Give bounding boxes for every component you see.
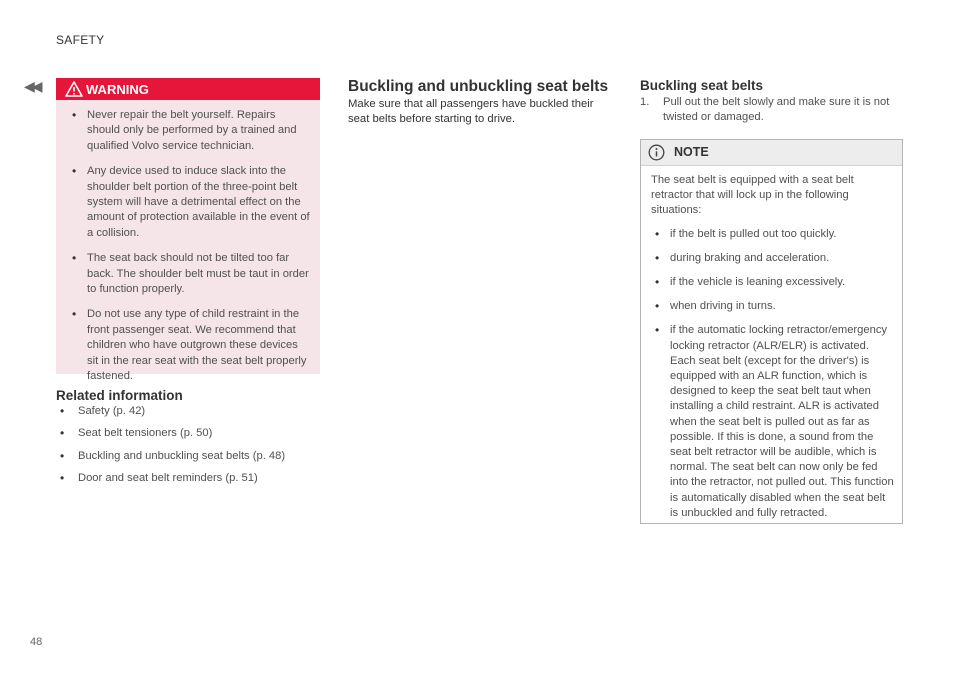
info-circle-icon xyxy=(648,144,665,161)
note-list xyxy=(641,219,902,521)
note-item: • if the vehicle is leaning excessively. xyxy=(651,275,894,290)
section-header: SAFETY xyxy=(56,33,105,47)
note-item: • during braking and acceleration. xyxy=(651,251,894,266)
warning-item: • Do not use any type of child restraint in the front passenger seat. We recommend that children who have outgrown these devices sit in the rear seat with the seat belt properly fastened. xyxy=(68,307,310,384)
step-text: Pull out the belt slowly and make sure it is not twisted or damaged. xyxy=(663,96,890,123)
related-link-safety[interactable]: • Safety (p. 42) xyxy=(56,404,320,419)
note-header xyxy=(641,140,902,166)
continued-icon: ◀◀ xyxy=(24,78,40,94)
note-box xyxy=(640,139,903,524)
note-item: • if the automatic locking retractor/emergency locking retractor (ALR/ELR) is activated. Each seat belt (except for the driver's) is equipped with an ALR function, which is designed to keep the seat belt taut when installing a child restraint. ALR is activated when the seat belt is pulled out as far as possible. If this is done, a sound from the seat belt retractor will be audible, which is normal. The seat belt can now only be fed into the retractor, not pulled out. This function is automatically disabled when the seat belt is unbuckled and fully retracted. xyxy=(651,323,894,521)
step-1 xyxy=(640,95,902,125)
intro-paragraph: Make sure that all passengers have buckled their seat belts before starting to drive. xyxy=(348,98,594,125)
related-link-tensioners[interactable]: • Seat belt tensioners (p. 50) xyxy=(56,426,320,441)
related-link-buckling[interactable]: • Buckling and unbuckling seat belts (p. 48) xyxy=(56,449,320,464)
section-title: Buckling and unbuckling seat belts xyxy=(348,78,609,95)
note-item: • if the belt is pulled out too quickly. xyxy=(651,227,894,242)
warning-header xyxy=(56,78,320,100)
note-item: • when driving in turns. xyxy=(651,299,894,314)
warning-item: • The seat back should not be tilted too far back. The shoulder belt must be taut in order to function properly. xyxy=(68,251,310,297)
subsection-title: Buckling seat belts xyxy=(640,78,764,93)
note-title: NOTE xyxy=(674,145,709,159)
related-link-reminders[interactable]: • Door and seat belt reminders (p. 51) xyxy=(56,471,320,486)
warning-item: • Any device used to induce slack into the shoulder belt portion of the three-point belt system will have a detrimental effect on the amount of protection available in the event of a collision. xyxy=(68,164,310,241)
related-info-title: Related information xyxy=(56,388,183,403)
warning-item: • Never repair the belt yourself. Repairs should only be performed by a trained and qualified Volvo service technician. xyxy=(68,108,310,154)
related-info-list xyxy=(56,404,320,494)
warning-list xyxy=(56,100,320,385)
page-number: 48 xyxy=(30,636,43,648)
warning-triangle-icon xyxy=(65,81,83,97)
note-intro: The seat belt is equipped with a seat belt retractor that will lock up in the following situations: xyxy=(651,174,854,217)
warning-box xyxy=(56,78,320,383)
warning-title: WARNING xyxy=(86,81,149,97)
step-number: 1. xyxy=(640,96,650,108)
